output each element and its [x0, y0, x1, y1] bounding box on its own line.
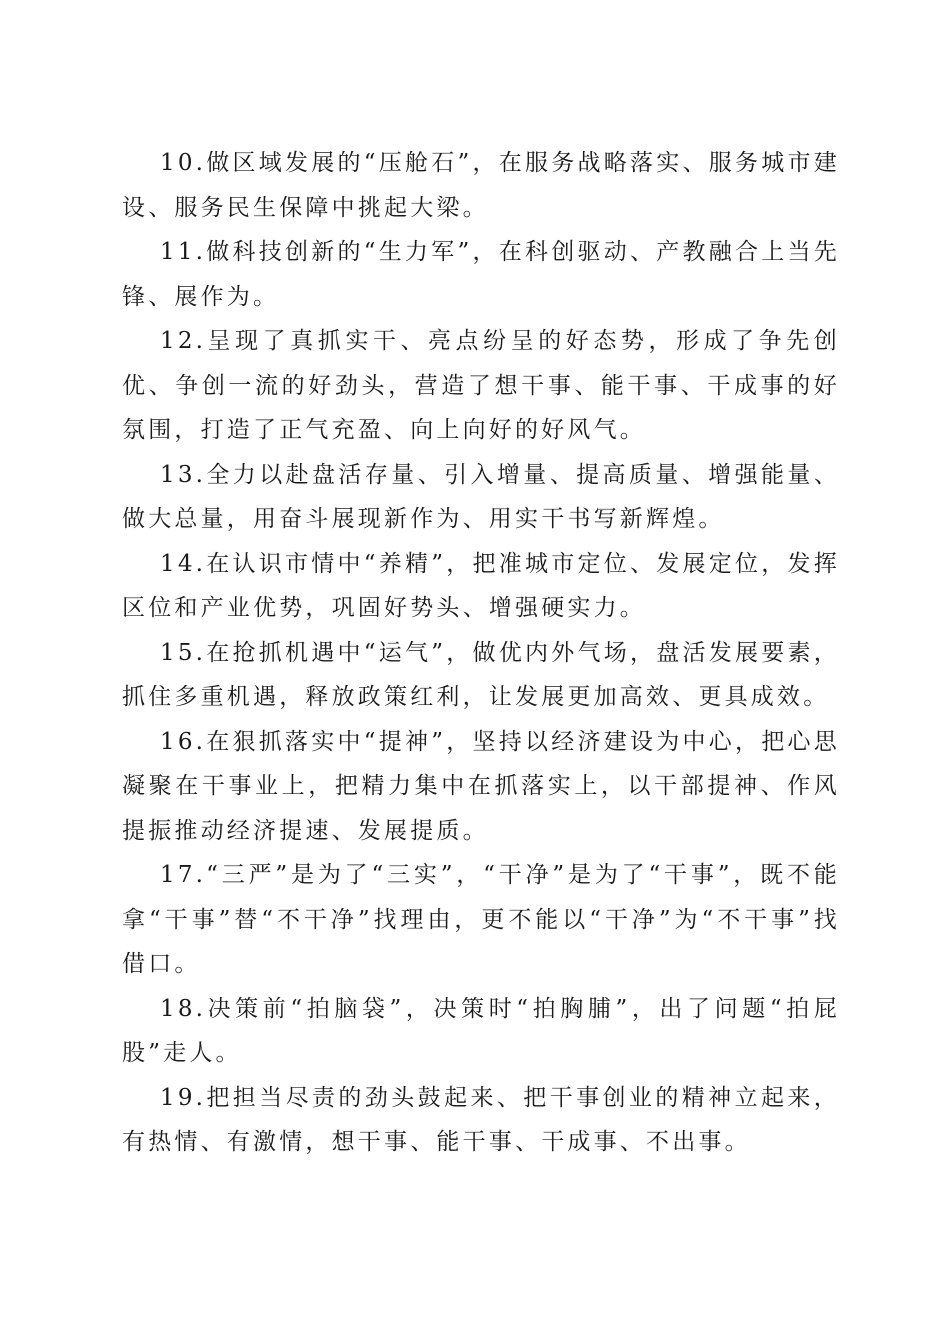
paragraph-15: 15.在抢抓机遇中“运气”，做优内外气场，盘活发展要素，抓住多重机遇，释放政策红利，让发展更加高效、更具成效。	[122, 639, 840, 710]
paragraph-14: 14.在认识市情中“养精”，把准城市定位、发展定位，发挥区位和产业优势，巩固好势头、增强硬实力。	[122, 550, 840, 621]
paragraph-11: 11.做科技创新的“生力军”，在科创驱动、产教融合上当先锋、展作为。	[122, 239, 840, 310]
document-body	[122, 141, 840, 1165]
paragraph-10: 10.做区域发展的“压舱石”，在服务战略落实、服务城市建设、服务民生保障中挑起大梁。	[122, 150, 840, 221]
paragraph-12: 12.呈现了真抓实干、亮点纷呈的好态势，形成了争先创优、争创一流的好劲头，营造了想干事、能干事、干成事的好氛围，打造了正气充盈、向上向好的好风气。	[122, 328, 840, 443]
paragraph-16: 16.在狠抓落实中“提神”，坚持以经济建设为中心，把心思凝聚在干事业上，把精力集中在抓落实上，以干部提神、作风提振推动经济提速、发展提质。	[122, 728, 840, 844]
paragraph-19: 19.把担当尽责的劲头鼓起来、把干事创业的精神立起来，有热情、有激情，想干事、能干事、干成事、不出事。	[122, 1084, 840, 1155]
paragraph-18: 18.决策前“拍脑袋”，决策时“拍胸脯”，出了问题“拍屁股”走人。	[122, 995, 840, 1066]
paragraph-17: 17.“三严”是为了“三实”，“干净”是为了“干事”，既不能拿“干事”替“不干净”找理由，更不能以“干净”为“不干事”找借口。	[122, 862, 840, 977]
paragraph-13: 13.全力以赴盘活存量、引入增量、提高质量、增强能量、做大总量，用奋斗展现新作为、用实干书写新辉煌。	[122, 461, 840, 532]
